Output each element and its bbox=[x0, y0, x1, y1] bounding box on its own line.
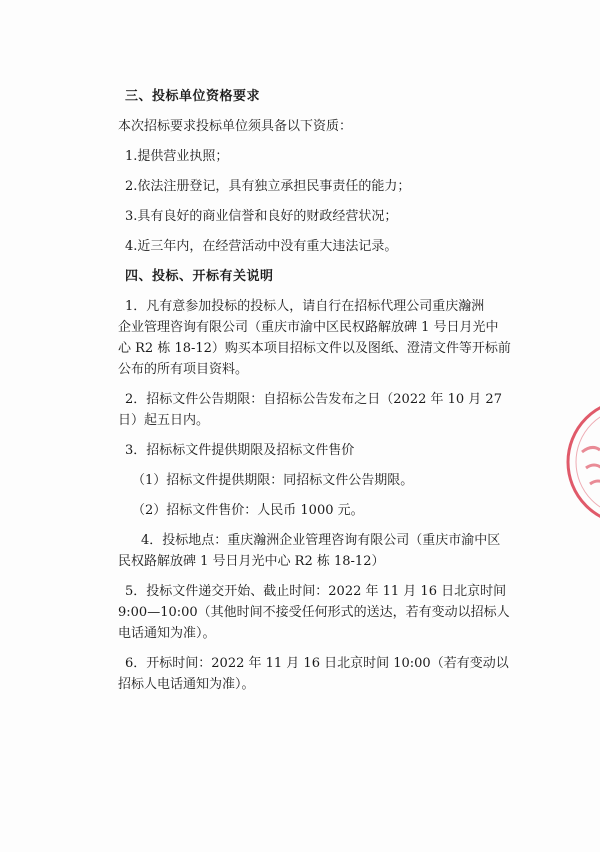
paragraph-2-line: 2．招标文件公告期限：自招标公告发布之日（2022 年 10 月 27 bbox=[125, 392, 502, 407]
paragraph-6 bbox=[118, 653, 510, 695]
paragraph-2 bbox=[118, 389, 510, 431]
paragraph-1-line: 公布的所有项目资料。 bbox=[118, 362, 249, 377]
paragraph-1 bbox=[118, 296, 510, 380]
paragraph-4-line: 民权路解放碑 1 号日月光中心 R2 栋 18-12） bbox=[118, 554, 385, 569]
paragraph-2-line: 日）起五日内。 bbox=[118, 413, 210, 428]
section-4-heading: 四、投标、开标有关说明 bbox=[125, 269, 274, 284]
paragraph-5-line: 9:00—10:00（其他时间不接受任何形式的送达，若有变动以招标人 bbox=[118, 605, 510, 620]
paragraph-5 bbox=[118, 581, 510, 644]
paragraph-1-line: 企业管理咨询有限公司（重庆市渝中区民权路解放碑 1 号日月光中 bbox=[118, 320, 499, 335]
paragraph-4 bbox=[118, 530, 510, 572]
document-body bbox=[118, 86, 510, 704]
paragraph-5-line: 电话通知为准）。 bbox=[118, 626, 216, 641]
red-seal-stamp-icon bbox=[560, 392, 600, 532]
paragraph-5-line: 5．投标文件递交开始、截止时间：2022 年 11 月 16 日北京时间 bbox=[125, 584, 507, 599]
paragraph-1-line: 心 R2 栋 18-12）购买本项目招标文件以及图纸、澄清文件等开标前 bbox=[118, 341, 511, 356]
paragraph-1-line: 1．凡有意参加投标的投标人，请自行在招标代理公司重庆瀚洲 bbox=[125, 299, 485, 314]
section-3-intro: 本次招标要求投标单位须具备以下资质： bbox=[118, 119, 353, 134]
requirement-1: 1.提供营业执照； bbox=[125, 149, 229, 164]
paragraph-3-sub-1: （1）招标文件提供期限：同招标文件公告期限。 bbox=[132, 473, 414, 488]
requirement-3: 3.具有良好的商业信誉和良好的财政经营状况； bbox=[125, 209, 398, 224]
requirement-2: 2.依法注册登记，具有独立承担民事责任的能力； bbox=[125, 179, 411, 194]
paragraph-6-line: 6．开标时间：2022 年 11 月 16 日北京时间 10:00（若有变动以 bbox=[125, 656, 509, 671]
requirement-4: 4.近三年内，在经营活动中没有重大违法记录。 bbox=[125, 239, 398, 254]
paragraph-3: 3．招标标文件提供期限及招标文件售价 bbox=[125, 443, 355, 458]
paragraph-4-line: 4．投标地点：重庆瀚洲企业管理咨询有限公司（重庆市渝中区 bbox=[141, 533, 501, 548]
paragraph-3-sub-2: （2）招标文件售价：人民币 1000 元。 bbox=[132, 503, 364, 518]
section-3-heading: 三、投标单位资格要求 bbox=[125, 89, 261, 104]
paragraph-6-line: 招标人电话通知为准）。 bbox=[118, 677, 255, 692]
